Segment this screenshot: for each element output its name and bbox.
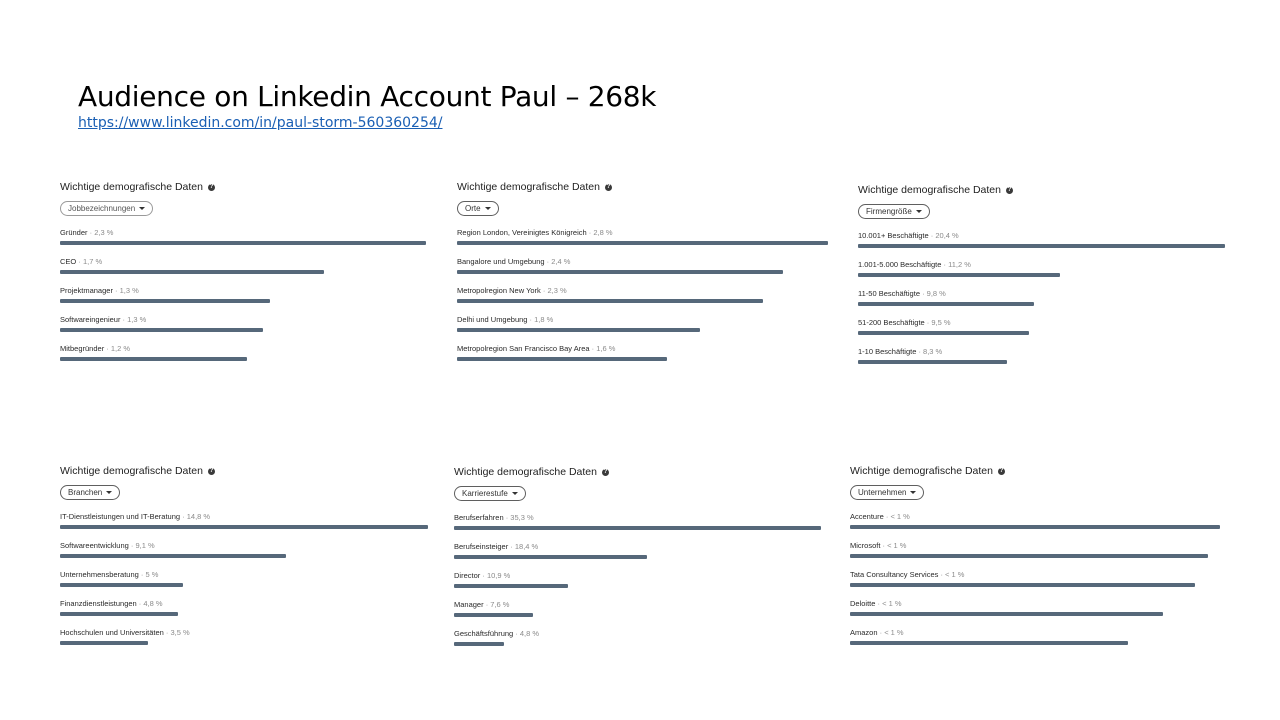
panel-header-text: Wichtige demografische Daten <box>60 465 203 477</box>
row-percent: < 1 % <box>884 628 904 637</box>
panel-header <box>850 464 1220 478</box>
list-item: Projektmanager · 1,3 % <box>60 286 426 315</box>
profile-link[interactable]: https://www.linkedin.com/in/paul-storm-560360254/ <box>78 115 443 131</box>
bar <box>60 270 324 274</box>
list-item: Manager · 7,6 % <box>454 600 821 629</box>
list-item: CEO · 1,7 % <box>60 257 426 286</box>
row-percent: 1,3 % <box>119 286 139 295</box>
row-label: Unternehmensberatung <box>60 570 139 579</box>
panel-header <box>858 183 1225 197</box>
list-item: Deloitte · < 1 % <box>850 599 1220 628</box>
panel-header <box>60 464 428 478</box>
row-percent: 4,8 % <box>519 629 540 638</box>
bar <box>60 299 270 303</box>
demographics-panel-industries <box>60 464 428 657</box>
row-percent: 2,4 % <box>551 257 571 266</box>
panel-header <box>454 465 821 479</box>
bar-list <box>858 231 1225 376</box>
row-label: Microsoft <box>850 541 881 550</box>
bar <box>850 525 1220 529</box>
row-percent: 2,3 % <box>94 228 114 237</box>
row-label: Manager <box>454 600 484 609</box>
row-label: Softwareingenieur <box>60 315 121 324</box>
demographics-panel-locations <box>457 180 828 373</box>
bar <box>858 360 1007 364</box>
caret-down-icon <box>512 492 518 495</box>
filter-dropdown[interactable] <box>454 486 526 501</box>
row-percent: 5 % <box>145 570 159 579</box>
slide-title: Audience on Linkedin Account Paul – 268k <box>78 80 657 113</box>
list-item: 11-50 Beschäftigte · 9,8 % <box>858 289 1225 318</box>
row-percent: 10,9 % <box>486 571 511 580</box>
caret-down-icon <box>139 207 145 210</box>
list-item: 1.001-5.000 Beschäftigte · 11,2 % <box>858 260 1225 289</box>
row-label: Director <box>454 571 481 580</box>
list-item: Finanzdienstleistungen · 4,8 % <box>60 599 428 628</box>
list-item: Amazon · < 1 % <box>850 628 1220 657</box>
row-percent: 3,5 % <box>170 628 190 637</box>
panel-header-text: Wichtige demografische Daten <box>457 181 600 193</box>
panel-header-text: Wichtige demografische Daten <box>60 181 203 193</box>
row-percent: < 1 % <box>887 541 907 550</box>
list-item: Region London, Vereinigtes Königreich · 2,8 % <box>457 228 828 257</box>
list-item: Tata Consultancy Services · < 1 % <box>850 570 1220 599</box>
list-item: Berufserfahren · 35,3 % <box>454 513 821 542</box>
bar <box>60 583 183 587</box>
list-item: Softwareingenieur · 1,3 % <box>60 315 426 344</box>
bar <box>457 241 828 245</box>
row-percent: 7,6 % <box>490 600 510 609</box>
bar <box>454 613 533 617</box>
panel-header-text: Wichtige demografische Daten <box>850 465 993 477</box>
title-block <box>78 80 656 131</box>
row-label: Metropolregion New York <box>457 286 541 295</box>
list-item: 51-200 Beschäftigte · 9,5 % <box>858 318 1225 347</box>
row-percent: 9,5 % <box>931 318 951 327</box>
help-icon[interactable]: ? <box>1007 186 1012 193</box>
row-label: CEO <box>60 257 77 266</box>
row-label: Mitbegründer <box>60 344 105 353</box>
bar <box>457 270 783 274</box>
caret-down-icon <box>485 207 491 210</box>
bar <box>850 612 1163 616</box>
caret-down-icon <box>910 491 916 494</box>
row-label: Delhi und Umgebung <box>457 315 528 324</box>
row-percent: 18,4 % <box>514 542 539 551</box>
bar <box>60 554 286 558</box>
row-label: Region London, Vereinigtes Königreich <box>457 228 587 237</box>
bar <box>60 328 263 332</box>
panel-header-text: Wichtige demografische Daten <box>858 184 1001 196</box>
bar <box>454 526 821 530</box>
row-percent: 1,3 % <box>127 315 147 324</box>
row-label: 1-10 Beschäftigte <box>858 347 917 356</box>
row-label: Projektmanager <box>60 286 113 295</box>
list-item: Mitbegründer · 1,2 % <box>60 344 426 373</box>
row-percent: 11,2 % <box>948 260 971 269</box>
row-percent: < 1 % <box>890 512 910 521</box>
row-label: 51-200 Beschäftigte <box>858 318 925 327</box>
list-item: Accenture · < 1 % <box>850 512 1220 541</box>
bar-list <box>454 513 821 658</box>
panel-header-text: Wichtige demografische Daten <box>454 466 597 478</box>
row-label: Metropolregion San Francisco Bay Area <box>457 344 590 353</box>
bar <box>850 554 1208 558</box>
list-item: Bangalore und Umgebung · 2,4 % <box>457 257 828 286</box>
row-label: Softwareentwicklung <box>60 541 129 550</box>
row-label: Berufserfahren <box>454 513 504 522</box>
row-percent: 1,7 % <box>82 257 103 266</box>
filter-dropdown-label: Orte <box>465 204 481 213</box>
filter-dropdown[interactable] <box>457 201 499 216</box>
filter-dropdown[interactable] <box>858 204 930 219</box>
bar <box>60 357 247 361</box>
list-item: 1-10 Beschäftigte · 8,3 % <box>858 347 1225 376</box>
bar <box>850 583 1195 587</box>
row-label: IT-Dienstleistungen und IT-Beratung <box>60 512 181 521</box>
row-label: 10.001+ Beschäftigte <box>858 231 929 240</box>
row-label: Accenture <box>850 512 884 521</box>
bar <box>60 241 426 245</box>
list-item: Microsoft · < 1 % <box>850 541 1220 570</box>
bar <box>858 273 1060 277</box>
row-label: Geschäftsführung <box>454 629 514 638</box>
row-percent: 1,8 % <box>534 315 554 324</box>
help-icon[interactable]: ? <box>603 468 608 475</box>
list-item: Unternehmensberatung · 5 % <box>60 570 428 599</box>
filter-dropdown-label: Jobbezeichnungen <box>68 204 136 213</box>
row-percent: 35,3 % <box>510 513 534 522</box>
filter-dropdown[interactable] <box>60 485 120 500</box>
panel-header <box>60 180 426 194</box>
help-icon[interactable]: ? <box>999 467 1004 474</box>
demographics-panel-companies <box>850 464 1220 657</box>
list-item: Berufseinsteiger · 18,4 % <box>454 542 821 571</box>
filter-dropdown-label: Karrierestufe <box>462 489 508 498</box>
bar-list <box>60 228 426 373</box>
row-percent: 9,1 % <box>135 541 155 550</box>
row-percent: 9,8 % <box>926 289 946 298</box>
filter-dropdown-label: Unternehmen <box>858 488 907 497</box>
bar <box>858 331 1029 335</box>
row-percent: 1,6 % <box>596 344 616 353</box>
bar <box>457 328 700 332</box>
row-percent: 8,3 % <box>923 347 943 356</box>
row-percent: < 1 % <box>945 570 965 579</box>
bar <box>454 555 647 559</box>
caret-down-icon <box>916 210 922 213</box>
bar-list <box>850 512 1220 657</box>
bar <box>60 525 428 529</box>
list-item: Softwareentwicklung · 9,1 % <box>60 541 428 570</box>
row-percent: 4,8 % <box>143 599 163 608</box>
help-icon[interactable]: ? <box>606 183 611 190</box>
row-label: Hochschulen und Universitäten <box>60 628 164 637</box>
row-percent: 20,4 % <box>935 231 959 240</box>
row-label: Deloitte <box>850 599 876 608</box>
bar <box>858 302 1034 306</box>
list-item: Delhi und Umgebung · 1,8 % <box>457 315 828 344</box>
row-percent: 1,2 % <box>110 344 131 353</box>
list-item: Metropolregion New York · 2,3 % <box>457 286 828 315</box>
bar <box>858 244 1225 248</box>
bar <box>457 357 667 361</box>
bar <box>457 299 763 303</box>
panel-header <box>457 180 828 194</box>
demographics-panel-seniority <box>454 465 821 658</box>
row-label: Amazon <box>850 628 878 637</box>
row-label: 1.001-5.000 Beschäftigte <box>858 260 942 269</box>
row-percent: 2,3 % <box>547 286 567 295</box>
row-percent: 2,8 % <box>593 228 613 237</box>
bar <box>454 642 504 646</box>
row-percent: < 1 % <box>882 599 902 608</box>
demographics-panel-job-titles <box>60 180 426 373</box>
row-label: Finanzdienstleistungen <box>60 599 137 608</box>
list-item: Gründer · 2,3 % <box>60 228 426 257</box>
bar <box>60 612 178 616</box>
list-item: IT-Dienstleistungen und IT-Beratung · 14,8 % <box>60 512 428 541</box>
row-label: Bangalore und Umgebung <box>457 257 545 266</box>
filter-dropdown-label: Firmengröße <box>866 207 912 216</box>
filter-dropdown-label: Branchen <box>68 488 103 497</box>
demographics-panel-company-size <box>858 183 1225 376</box>
help-icon[interactable]: ? <box>209 183 214 190</box>
list-item: Metropolregion San Francisco Bay Area · 1,6 % <box>457 344 828 373</box>
list-item: Hochschulen und Universitäten · 3,5 % <box>60 628 428 657</box>
row-label: 11-50 Beschäftigte <box>858 289 920 298</box>
filter-dropdown[interactable] <box>850 485 924 500</box>
help-icon[interactable]: ? <box>209 467 214 474</box>
row-label: Tata Consultancy Services <box>850 570 939 579</box>
row-percent: 14,8 % <box>186 512 211 521</box>
row-label: Gründer <box>60 228 88 237</box>
bar <box>60 641 148 645</box>
bar-list <box>457 228 828 373</box>
filter-dropdown[interactable] <box>60 201 153 216</box>
row-label: Berufseinsteiger <box>454 542 509 551</box>
list-item: Director · 10,9 % <box>454 571 821 600</box>
caret-down-icon <box>106 491 112 494</box>
bar-list <box>60 512 428 657</box>
bar <box>850 641 1128 645</box>
list-item: Geschäftsführung · 4,8 % <box>454 629 821 658</box>
bar <box>454 584 568 588</box>
list-item: 10.001+ Beschäftigte · 20,4 % <box>858 231 1225 260</box>
